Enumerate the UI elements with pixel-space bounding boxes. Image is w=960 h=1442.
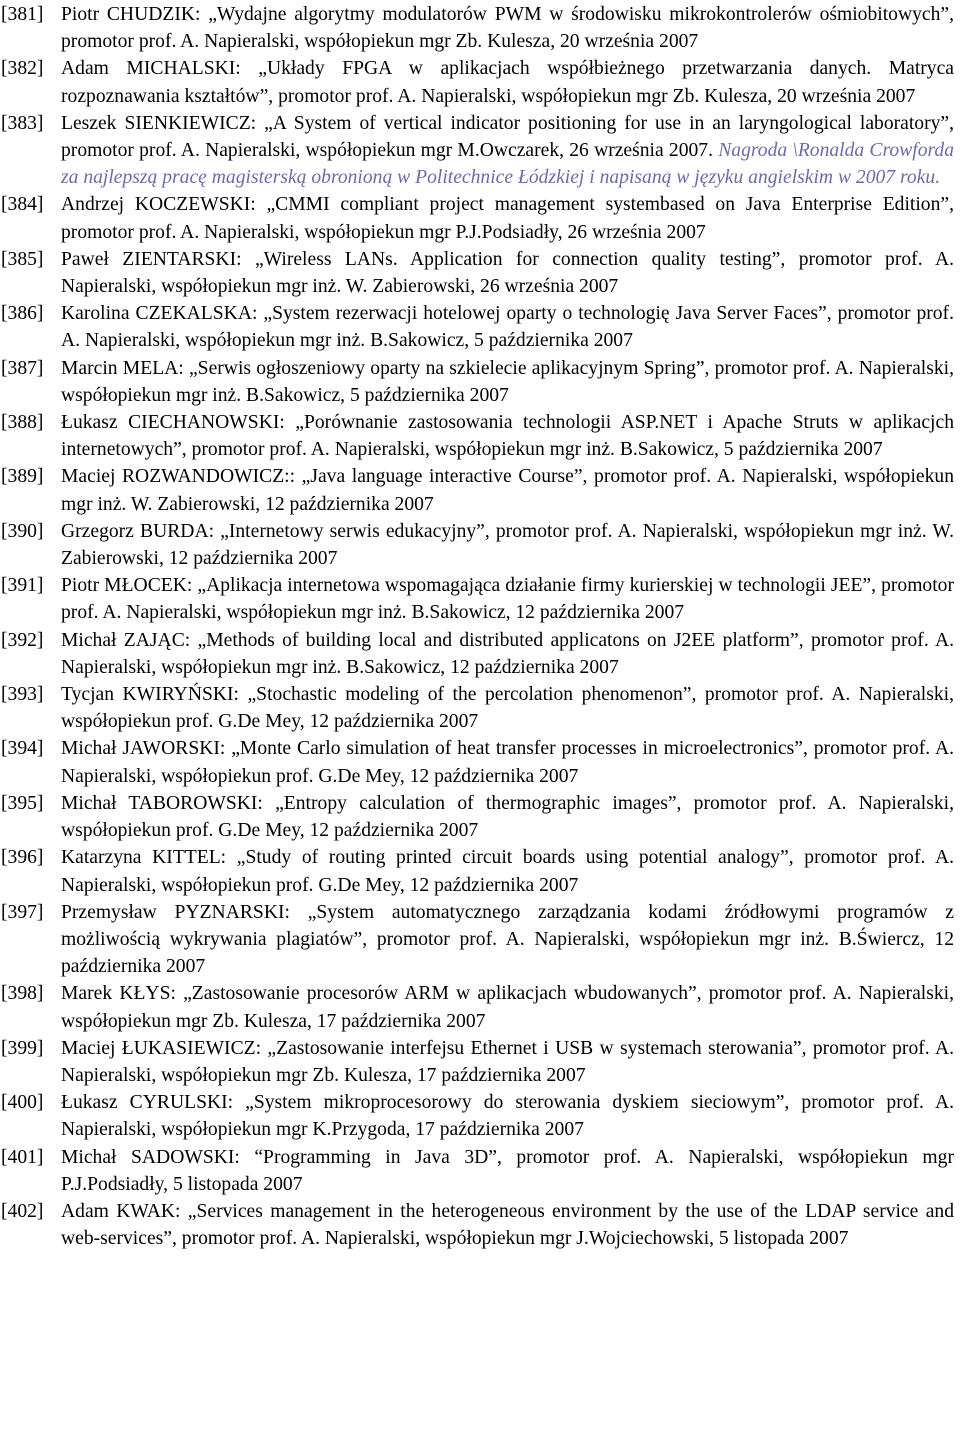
entry-citation: Grzegorz BURDA: „Internetowy serwis edukacyjny”, promotor prof. A. Napieralski, współopiekun mgr inż. W. Zabierowski, 12 października 2007 [61,520,954,570]
entry-number: [394] [1,738,44,760]
entry-number: [391] [1,575,44,597]
entry-citation: Łukasz CYRULSKI: „System mikroprocesorowy do sterowania dyskiem sieciowym”, promotor prof. A. Napieralski, współopiekun mgr K.Przygoda, 17 października 2007 [61,1092,954,1141]
bibliography-entry [1,355,954,409]
bibliography-entry [1,518,954,572]
entry-text [61,355,954,409]
bibliography-entry [1,409,954,463]
entry-citation: Michał ZAJĄC: „Methods of building local and distributed applicatons on J2EE platform”, promotor prof. A. Napieralski, współopiekun mgr inż. B.Sakowicz, 12 października 2007 [61,629,954,678]
bibliography-entry [1,110,954,192]
entry-citation: Katarzyna KITTEL: „Study of routing printed circuit boards using potential analogy”, promotor prof. A. Napieralski, współopiekun prof. G.De Mey, 12 października 2007 [61,847,954,896]
entry-citation: Karolina CZEKALSKA: „System rezerwacji hotelowej oparty o technologię Java Server Faces”, promotor prof. A. Napieralski, współopiekun mgr inż. B.Sakowicz, 5 października 2007 [61,303,954,352]
bibliography-entry [1,627,954,681]
entry-text [61,409,954,463]
entry-text [61,735,954,789]
bibliography-entry [1,735,954,789]
bibliography-entry [1,681,954,735]
entry-number: [385] [1,248,44,270]
entry-number: [383] [1,112,44,134]
entry-citation: Leszek SIENKIEWICZ: „A System of vertical indicator positioning for use in an laryngological laboratory”, promotor prof. A. Napieralski, współopiekun mgr M.Owczarek, 26 września 2007. [61,112,954,162]
entry-citation: Przemysław PYZNARSKI: „System automatycznego zarządzania kodami źródłowymi programów z możliwością wykrywania plagiatów”, promotor prof. A. Napieralski, współopiekun mgr inż. B.Świercz, 12 października 2007 [61,901,954,978]
bibliography-entry [1,246,954,300]
entry-text [61,1035,954,1089]
entry-citation: Łukasz CIECHANOWSKI: „Porównanie zastosowania technologii ASP.NET i Apache Struts w aplikacjch internetowych”, promotor prof. A. Napieralski, współopiekun mgr inż. B.Sakowicz, 5 października 2007 [61,412,954,461]
entry-citation: Adam MICHALSKI: „Układy FPGA w aplikacjach współbieżnego przetwarzania danych. Matryca rozpoznawania kształtów”, promotor prof. A. Napieralski, współopiekun mgr Zb. Kulesza, 20 września 2007 [61,58,954,107]
entry-citation: Marcin MELA: „Serwis ogłoszeniowy oparty na szkielecie aplikacyjnym Spring”, promotor prof. A. Napieralski, współopiekun mgr inż. B.Sakowicz, 5 października 2007 [61,357,954,406]
entry-citation: Andrzej KOCZEWSKI: „CMMI compliant project management systembased on Java Enterprise Edition”, promotor prof. A. Napieralski, współopiekun mgr P.J.Podsiadły, 26 września 2007 [61,194,954,243]
entry-number: [397] [1,901,44,923]
entry-text [61,899,954,981]
entry-text [61,300,954,354]
entry-number: [381] [1,4,44,25]
entry-number: [382] [1,58,44,80]
entry-number: [389] [1,466,44,488]
entry-citation: Piotr CHUDZIK: „Wydajne algorytmy modulatorów PWM w środowisku mikrokontrolerów ośmiobitowych”, promotor prof. A. Napieralski, współopiekun mgr Zb. Kulesza, 20 września 2007 [61,4,954,53]
bibliography-entry [1,1,954,55]
bibliography-entry [1,300,954,354]
entry-text [61,1144,954,1198]
entry-number: [396] [1,847,44,869]
entry-text [61,790,954,844]
entry-citation: Marek KŁYS: „Zastosowanie procesorów ARM w aplikacjach wbudowanych”, promotor prof. A. Napieralski, współopiekun mgr Zb. Kulesza, 17 października 2007 [61,983,954,1032]
bibliography-entry [1,844,954,898]
entry-citation: Maciej ROZWANDOWICZ:: „Java language interactive Course”, promotor prof. A. Napieralski, współopiekun mgr inż. W. Zabierowski, 12 października 2007 [61,466,954,515]
entry-text [61,518,954,572]
entry-number: [395] [1,792,44,814]
entry-text [61,1,954,55]
bibliography-entry [1,1198,954,1252]
entry-number: [392] [1,629,44,651]
bibliography-entry [1,1035,954,1089]
entry-number: [400] [1,1092,44,1114]
entry-text [61,110,954,192]
bibliography-entry [1,55,954,109]
entry-text [61,191,954,245]
entry-text [61,572,954,626]
entry-text [61,246,954,300]
entry-number: [402] [1,1200,44,1222]
entry-text [61,1089,954,1143]
entry-text [61,681,954,735]
entry-citation: Michał TABOROWSKI: „Entropy calculation of thermographic images”, promotor prof. A. Napieralski, współopiekun prof. G.De Mey, 12 października 2007 [61,792,954,842]
entry-citation: Maciej ŁUKASIEWICZ: „Zastosowanie interfejsu Ethernet i USB w systemach sterowania”, promotor prof. A. Napieralski, współopiekun mgr Zb. Kulesza, 17 października 2007 [61,1037,954,1086]
bibliography-entry [1,463,954,517]
bibliography-entry [1,980,954,1034]
bibliography-entry [1,790,954,844]
entry-number: [386] [1,303,44,325]
entry-citation: Tycjan KWIRYŃSKI: „Stochastic modeling of the percolation phenomenon”, promotor prof. A. Napieralski, współopiekun prof. G.De Mey, 12 października 2007 [61,684,954,733]
bibliography-entry [1,572,954,626]
entry-citation: Paweł ZIENTARSKI: „Wireless LANs. Application for connection quality testing”, promotor prof. A. Napieralski, współopiekun mgr inż. W. Zabierowski, 26 września 2007 [61,248,954,298]
entry-citation: Piotr MŁOCEK: „Aplikacja internetowa wspomagająca działanie firmy kurierskiej w technologii JEE”, promotor prof. A. Napieralski, współopiekun mgr inż. B.Sakowicz, 12 października 2007 [61,575,954,624]
entry-citation: Michał JAWORSKI: „Monte Carlo simulation of heat transfer processes in microelectronics”, promotor prof. A. Napieralski, współopiekun prof. G.De Mey, 12 października 2007 [61,738,954,787]
entry-number: [401] [1,1146,44,1168]
bibliography-entry [1,899,954,981]
bibliography-entry [1,191,954,245]
entry-number: [399] [1,1037,44,1059]
entry-text [61,1198,954,1252]
entry-text [61,844,954,898]
bibliography-entry [1,1089,954,1143]
entry-text [61,55,954,109]
entry-number: [387] [1,357,44,379]
entry-number: [388] [1,412,44,434]
entry-number: [393] [1,684,44,706]
entry-number: [390] [1,520,44,542]
entry-text [61,463,954,517]
entry-number: [398] [1,983,44,1005]
entry-citation: Adam KWAK: „Services management in the heterogeneous environment by the use of the LDAP service and web-services”, promotor prof. A. Napieralski, współopiekun mgr J.Wojciechowski, 5 listopada 2007 [61,1200,954,1250]
entry-text [61,980,954,1034]
award-note: Nagroda \Ronalda Crowforda za najlepszą pracę magisterską obronioną w Politechnice Łódzkiej i napisaną w języku angielskim w 2007 roku. [61,140,954,189]
bibliography-list [1,1,954,1252]
entry-number: [384] [1,194,44,216]
entry-citation: Michał SADOWSKI: “Programming in Java 3D”, promotor prof. A. Napieralski, współopiekun mgr P.J.Podsiadły, 5 listopada 2007 [61,1146,954,1195]
entry-text [61,627,954,681]
bibliography-entry [1,1144,954,1198]
